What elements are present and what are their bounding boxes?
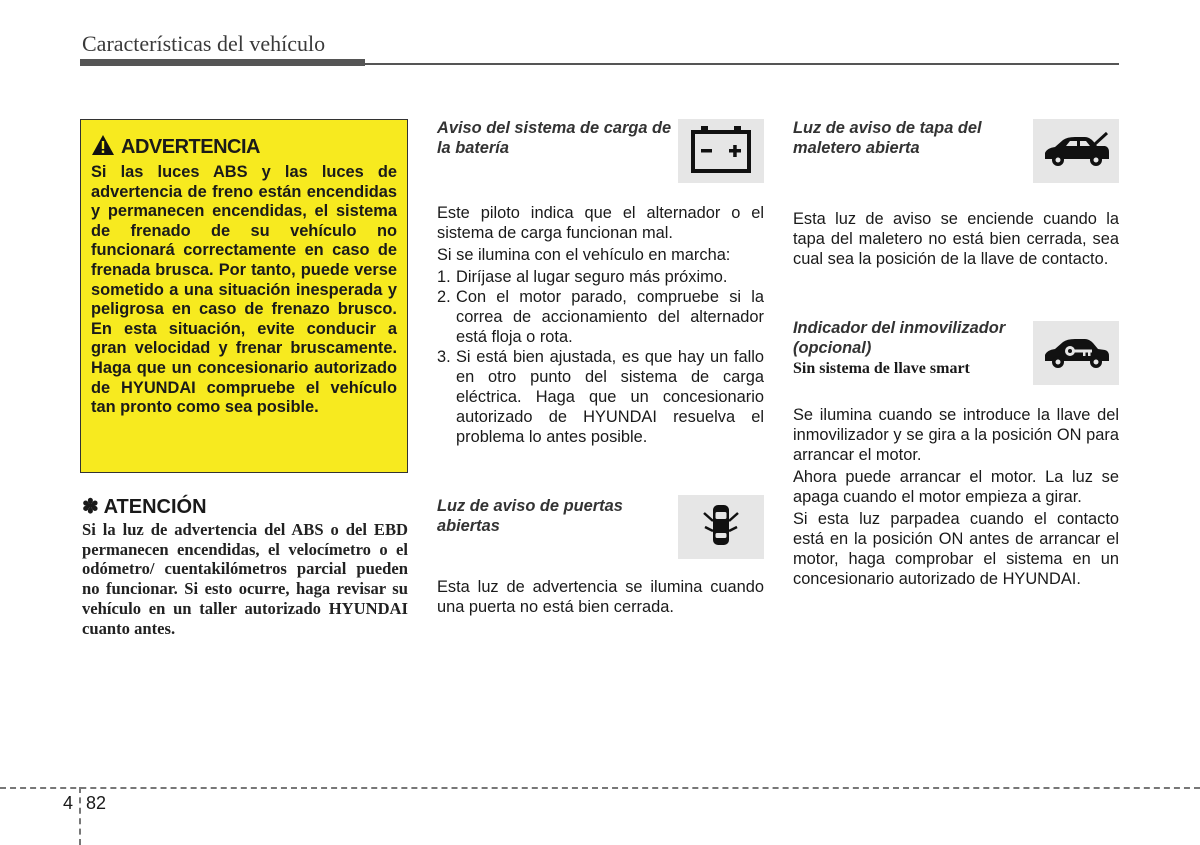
immobilizer-paragraph-1: Se ilumina cuando se introduce la llave del inmovilizador y se gira a la posición ON para arrancar el motor. bbox=[793, 406, 1119, 464]
doors-icon-box bbox=[678, 495, 764, 559]
caution-title: ATENCIÓN bbox=[103, 496, 207, 518]
battery-section-title: Aviso del sistema de carga de la batería bbox=[437, 119, 672, 157]
page-header-title: Características del vehículo bbox=[82, 31, 326, 56]
warning-title: ADVERTENCIA bbox=[121, 136, 260, 158]
header-bar bbox=[80, 59, 365, 66]
doors-description: Esta luz de advertencia se ilumina cuando una puerta no está bien cerrada. bbox=[437, 578, 764, 616]
trunk-description: Esta luz de aviso se enciende cuando la tapa del maletero no está bien cerrada, sea cual sea la posición de la llave de contacto. bbox=[793, 210, 1119, 268]
doors-section-title: Luz de aviso de puertas abiertas bbox=[437, 497, 623, 535]
list-item: 2. Con el motor parado, compruebe si la correa de accionamiento del alternador está floja o rota. bbox=[437, 288, 764, 346]
list-item: 3. Si está bien ajustada, es que hay un fallo en otro punto del sistema de carga eléctrica. Haga que un concesionario autorizado de HYUNDAI resuelva el problema lo antes posible. bbox=[437, 348, 764, 446]
footer-divider bbox=[0, 787, 1200, 789]
battery-description bbox=[437, 203, 764, 447]
caution-text: Si la luz de advertencia del ABS o del EBD permanecen encendidas, el velocímetro o el odómetro/ cuentakilómetros parcial pueden no funcionar. Si esto ocurre, haga revisar su vehículo en un taller autorizado HYUNDAI cuanto antes. bbox=[82, 520, 408, 638]
asterisk-icon: ✽ bbox=[82, 496, 99, 518]
immobilizer-section-title: Indicador del inmovilizador (opcional) bbox=[793, 319, 1006, 357]
caution-heading bbox=[82, 494, 207, 519]
immobilizer-paragraph-2: Ahora puede arrancar el motor. La luz se apaga cuando el motor empieza a girar. bbox=[793, 468, 1119, 506]
battery-icon bbox=[688, 123, 754, 180]
trunk-open-icon bbox=[1039, 129, 1113, 174]
battery-paragraph-2: Si se ilumina con el vehículo en marcha: bbox=[437, 246, 731, 264]
warning-triangle-icon bbox=[91, 134, 115, 161]
trunk-icon-box bbox=[1033, 119, 1119, 183]
immobilizer-description bbox=[793, 405, 1119, 591]
immobilizer-key-icon bbox=[1039, 331, 1113, 376]
immobilizer-paragraph-3: Si esta luz parpadea cuando el contacto está en la posición ON antes de arrancar el motor, haga comprobar el sistema en un concesionario autorizado de HYUNDAI. bbox=[793, 510, 1119, 588]
warning-text: Si las luces ABS y las luces de advertencia de freno están encendidas y permanecen encendidas, el sistema de frenado de su vehículo no funcionará correctamente en caso de frenada brusca. Por tanto, puede verse sometido a una situación inesperada y peligrosa en caso de frenazo brusco. En esta situación, evite conducir a gran velocidad y frenar bruscamente. Haga que un concesionario autorizado de HYUNDAI compruebe el vehículo tan pronto como sea posible. bbox=[91, 163, 397, 417]
immobilizer-subtitle: Sin sistema de llave smart bbox=[793, 360, 970, 377]
door-open-icon bbox=[701, 499, 741, 556]
battery-steps-list bbox=[437, 267, 764, 447]
warning-box bbox=[80, 119, 408, 473]
footer-vertical-divider bbox=[79, 787, 81, 845]
page-number: 82 bbox=[86, 793, 107, 813]
battery-paragraph-1: Este piloto indica que el alternador o el sistema de carga funcionan mal. bbox=[437, 204, 764, 242]
header-rule bbox=[365, 63, 1119, 65]
immobilizer-icon-box bbox=[1033, 321, 1119, 385]
trunk-section-title: Luz de aviso de tapa del maletero abierta bbox=[793, 119, 982, 157]
battery-icon-box bbox=[678, 119, 764, 183]
chapter-number: 4 bbox=[63, 793, 74, 813]
list-item: 1. Diríjase al lugar seguro más próximo. bbox=[437, 268, 728, 286]
